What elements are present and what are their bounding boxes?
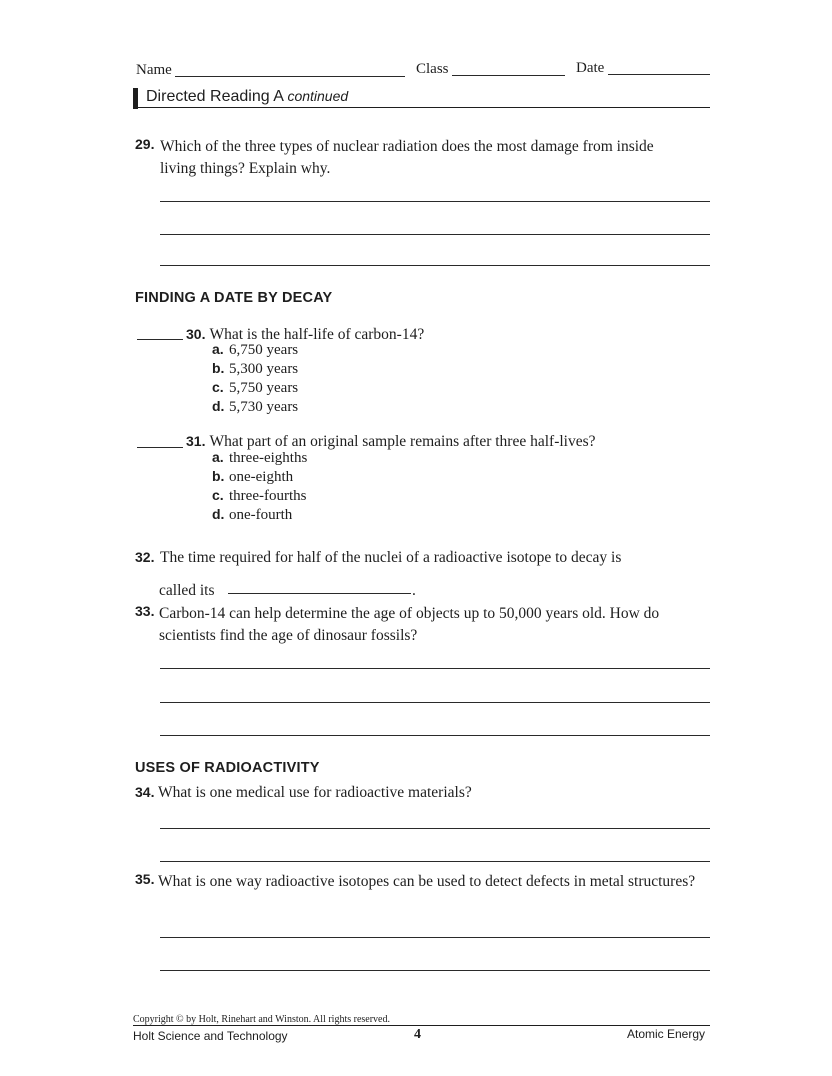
- class-field[interactable]: [452, 75, 565, 76]
- answer-line-29-3[interactable]: [160, 265, 710, 266]
- q30-choice-a-text: 6,750 years: [229, 342, 299, 358]
- q34-text: What is one medical use for radioactive materials?: [158, 784, 472, 801]
- q30-text: What is the half-life of carbon-14?: [209, 326, 425, 343]
- answer-line-35-2[interactable]: [160, 970, 710, 971]
- q35-number: 35.: [135, 871, 155, 887]
- q31-choice-a-letter: a.: [212, 449, 224, 465]
- date-label: Date: [576, 60, 605, 76]
- section-uses: USES OF RADIOACTIVITY: [135, 760, 320, 776]
- q30-choice-a[interactable]: [212, 341, 298, 359]
- q32-text-2: called its: [159, 582, 215, 599]
- q30-choice-d[interactable]: [212, 398, 298, 416]
- footer-chapter: Atomic Energy: [627, 1027, 706, 1041]
- q31-choice-d-letter: d.: [212, 506, 225, 522]
- q31-choice-c-letter: c.: [212, 487, 224, 503]
- q30-choice-b-letter: b.: [212, 360, 225, 376]
- answer-blank-32[interactable]: [228, 593, 411, 594]
- answer-blank-30[interactable]: [137, 339, 183, 340]
- q31-choice-b[interactable]: [212, 468, 293, 486]
- date-field[interactable]: [608, 74, 710, 75]
- q31-number: 31.: [186, 433, 206, 449]
- q30-choice-c[interactable]: [212, 379, 298, 397]
- q29-text: Which of the three types of nuclear radiation does the most damage from inside living things? Explain why.: [160, 138, 654, 177]
- section-finding-date: FINDING A DATE BY DECAY: [135, 290, 333, 306]
- q30-choice-b[interactable]: [212, 360, 298, 378]
- answer-line-34-2[interactable]: [160, 861, 710, 862]
- q31-choice-d-text: one-fourth: [229, 507, 293, 523]
- q32-text: The time required for half of the nuclei of a radioactive isotope to decay is: [160, 549, 622, 566]
- q33-number: 33.: [135, 603, 155, 619]
- q31-choice-d[interactable]: [212, 506, 292, 524]
- q30-choice-c-letter: c.: [212, 379, 224, 395]
- q29-number: 29.: [135, 136, 155, 152]
- q33-text: Carbon-14 can help determine the age of objects up to 50,000 years old. How do scientists find the age of dinosaur fossils?: [159, 605, 660, 644]
- answer-blank-31[interactable]: [137, 447, 183, 448]
- class-label: Class: [416, 61, 449, 77]
- question-32: [135, 547, 715, 569]
- banner-rule: [133, 107, 710, 108]
- q34-number: 34.: [135, 784, 155, 800]
- banner-bar: [133, 88, 138, 109]
- q31-text: What part of an original sample remains after three half-lives?: [209, 433, 596, 450]
- q31-choice-b-letter: b.: [212, 468, 225, 484]
- q30-choice-d-text: 5,730 years: [229, 399, 299, 415]
- q31-choice-a[interactable]: [212, 449, 307, 467]
- answer-line-33-1[interactable]: [160, 668, 710, 669]
- copyright: Copyright © by Holt, Rinehart and Winston. All rights reserved.: [133, 1014, 390, 1025]
- q30-number: 30.: [186, 326, 206, 342]
- question-34: [135, 782, 695, 804]
- answer-line-29-1[interactable]: [160, 201, 710, 202]
- page-number: 4: [414, 1027, 421, 1042]
- name-field[interactable]: [175, 76, 405, 77]
- banner-subtitle: continued: [287, 88, 349, 104]
- answer-line-35-1[interactable]: [160, 937, 710, 938]
- q32-number: 32.: [135, 549, 155, 565]
- q30-choice-d-letter: d.: [212, 398, 225, 414]
- q35-text: What is one way radioactive isotopes can be used to detect defects in metal structures?: [158, 873, 696, 890]
- q30-choice-b-text: 5,300 years: [229, 361, 299, 377]
- q30-choice-a-letter: a.: [212, 341, 224, 357]
- footer-book-title: Holt Science and Technology: [133, 1029, 288, 1043]
- question-29: [135, 136, 685, 177]
- answer-line-34-1[interactable]: [160, 828, 710, 829]
- q30-choice-c-text: 5,750 years: [229, 380, 299, 396]
- name-label: Name: [136, 62, 172, 78]
- q31-choice-b-text: one-eighth: [229, 469, 294, 485]
- question-35: [135, 871, 715, 889]
- footer-rule: [133, 1025, 710, 1026]
- q31-choice-c[interactable]: [212, 487, 306, 505]
- answer-line-29-2[interactable]: [160, 234, 710, 235]
- answer-line-33-2[interactable]: [160, 702, 710, 703]
- q31-choice-a-text: three-eighths: [229, 450, 308, 466]
- q32-end: .: [412, 582, 416, 599]
- banner-title-text: Directed Reading A: [146, 88, 283, 105]
- question-33: [135, 603, 715, 644]
- answer-line-33-3[interactable]: [160, 735, 710, 736]
- banner-title: [146, 88, 348, 106]
- q31-choice-c-text: three-fourths: [229, 488, 307, 504]
